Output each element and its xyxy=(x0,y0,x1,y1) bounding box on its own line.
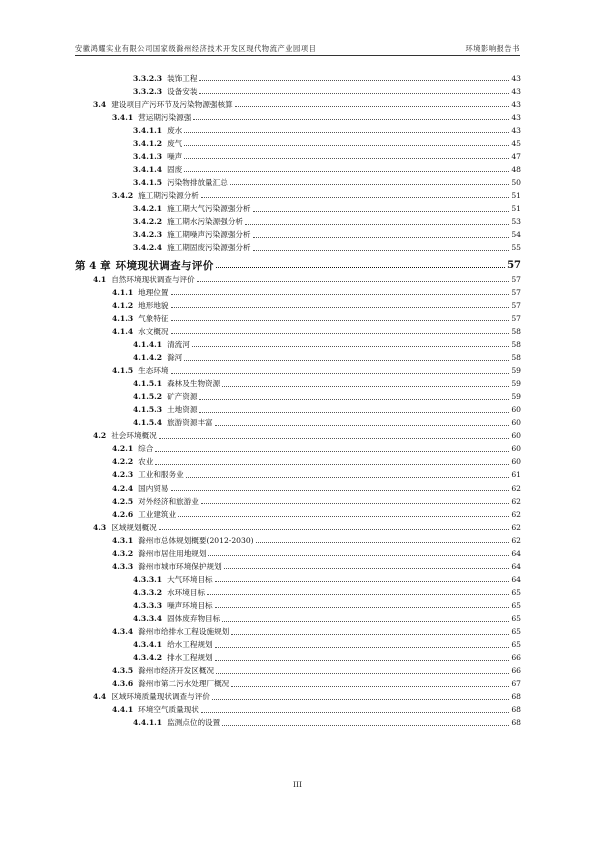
toc-section-number: 4.3.6 xyxy=(112,679,134,689)
toc-page-number: 55 xyxy=(511,243,521,253)
toc-entry[interactable] xyxy=(133,389,521,402)
toc-section-title: 施工期固废污染源强分析 xyxy=(167,243,251,253)
toc-section-number: 3.4.1.2 xyxy=(133,138,163,148)
toc-page-number: 62 xyxy=(511,509,521,519)
toc-section-number: 4.4.1 xyxy=(112,705,134,715)
toc-section-number: 4.1.5.2 xyxy=(133,392,163,402)
toc-section-title: 水文概况 xyxy=(138,326,169,336)
toc-dot-leader xyxy=(192,346,509,347)
toc-dot-leader xyxy=(222,725,509,726)
toc-dot-leader xyxy=(215,660,510,661)
toc-dot-leader xyxy=(186,477,510,478)
toc-page-number: 43 xyxy=(511,86,521,96)
toc-section-number: 4.2.4 xyxy=(112,483,134,493)
toc-section-title: 环境现状调查与评价 xyxy=(115,260,214,273)
toc-dot-leader xyxy=(199,412,509,413)
toc-entry[interactable] xyxy=(112,494,521,507)
toc-entry[interactable] xyxy=(112,441,521,454)
toc-section-number: 4.2.6 xyxy=(112,509,134,519)
toc-section-number: 4.1.5.4 xyxy=(133,418,163,428)
toc-section-title: 营运期污染源强 xyxy=(138,112,192,122)
toc-dot-leader xyxy=(216,673,509,674)
toc-page-number: 60 xyxy=(511,457,521,467)
toc-section-title: 综合 xyxy=(138,444,154,454)
toc-dot-leader xyxy=(256,542,510,543)
toc-dot-leader xyxy=(253,211,510,212)
toc-chapter-entry[interactable] xyxy=(75,255,521,271)
toc-section-number: 4.3.5 xyxy=(112,666,134,676)
toc-dot-leader xyxy=(159,438,510,439)
toc-page-number: 59 xyxy=(511,366,521,376)
toc-dot-leader xyxy=(222,621,509,622)
toc-section-title: 气象特征 xyxy=(138,313,169,323)
toc-section-number: 4.1.4 xyxy=(112,326,134,336)
toc-dot-leader xyxy=(201,712,509,713)
toc-entry[interactable] xyxy=(93,428,521,441)
toc-dot-leader xyxy=(215,607,510,608)
toc-dot-leader xyxy=(199,93,509,94)
toc-section-number: 4.1.4.2 xyxy=(133,353,163,362)
toc-section-title: 废水 xyxy=(167,125,183,135)
toc-entry[interactable] xyxy=(133,585,521,598)
toc-page-number: 68 xyxy=(511,692,521,702)
toc-section-title: 清流河 xyxy=(167,339,190,349)
toc-page-number: 64 xyxy=(511,548,521,558)
toc-page-number: 65 xyxy=(511,614,521,623)
toc-section-number: 4.3.3.3 xyxy=(133,600,163,610)
toc-dot-leader xyxy=(212,699,509,700)
toc-entry[interactable] xyxy=(112,467,521,480)
toc-entry[interactable] xyxy=(133,337,521,350)
toc-entry[interactable] xyxy=(133,637,521,650)
toc-section-title: 地理位置 xyxy=(138,287,169,297)
toc-section-title: 滁州市居住用地规划 xyxy=(138,548,207,558)
toc-page-number: 50 xyxy=(511,177,521,187)
toc-section-number: 4.4.1.1 xyxy=(133,718,163,728)
toc-dot-leader xyxy=(184,171,509,172)
toc-dot-leader xyxy=(197,281,510,282)
toc-entry[interactable] xyxy=(133,175,521,188)
toc-dot-leader xyxy=(231,686,509,687)
toc-entry[interactable] xyxy=(112,298,521,311)
toc-section-title: 建设项目产污环节及污染物源强核算 xyxy=(111,99,233,109)
toc-dot-leader xyxy=(235,106,510,107)
toc-section-title: 森林及生物资源 xyxy=(167,379,221,389)
toc-page-number: 66 xyxy=(511,653,521,663)
toc-entry[interactable] xyxy=(133,402,521,415)
toc-section-title: 施工期水污染源强分析 xyxy=(167,217,244,227)
toc-entry[interactable] xyxy=(93,272,521,285)
toc-entry[interactable] xyxy=(112,533,521,546)
toc-section-title: 大气环境目标 xyxy=(167,574,213,584)
toc-section-title: 对外经济和旅游业 xyxy=(138,496,199,506)
toc-section-title: 矿产资源 xyxy=(167,392,198,402)
toc-section-number: 3.3.2.3 xyxy=(133,86,163,96)
toc-section-number: 3.4.2 xyxy=(112,190,134,200)
toc-dot-leader xyxy=(193,119,509,120)
toc-dot-leader xyxy=(215,425,510,426)
toc-section-title: 给水工程规划 xyxy=(167,640,213,650)
toc-dot-leader xyxy=(207,594,509,595)
toc-dot-leader xyxy=(253,237,510,238)
toc-dot-leader xyxy=(208,555,509,556)
page-header xyxy=(75,40,520,54)
toc-section-number: 4.3.3 xyxy=(112,561,134,571)
toc-section-number: 4.2.3 xyxy=(112,470,134,480)
toc-section-number: 3.4.1 xyxy=(112,112,134,122)
toc-section-title: 排水工程规划 xyxy=(167,653,213,663)
toc-entry[interactable] xyxy=(133,572,521,585)
toc-page-number: 68 xyxy=(511,718,521,728)
toc-entry[interactable] xyxy=(112,559,521,572)
toc-section-number: 4.1.3 xyxy=(112,313,134,323)
toc-section-number: 4.1.5 xyxy=(112,366,134,376)
toc-section-number: 4.1.2 xyxy=(112,300,134,310)
toc-section-title: 固体废弃物目标 xyxy=(167,614,221,623)
toc-page-number: 65 xyxy=(511,587,521,597)
toc-section-title: 施工期污染源分析 xyxy=(138,190,199,200)
toc-section-number: 4.2 xyxy=(93,431,107,441)
toc-section-title: 监测点位的设置 xyxy=(167,718,221,728)
toc-entry[interactable] xyxy=(133,240,521,253)
toc-section-title: 滁州市给排水工程设施规划 xyxy=(138,627,230,637)
toc-section-title: 装饰工程 xyxy=(167,73,198,83)
toc-entry[interactable] xyxy=(133,123,521,136)
page-footer xyxy=(0,780,595,789)
toc-entry[interactable] xyxy=(133,227,521,240)
toc-entry[interactable] xyxy=(112,624,521,637)
toc-section-number: 3.4.1.5 xyxy=(133,177,163,187)
toc-dot-leader xyxy=(184,158,509,159)
toc-page-number: 64 xyxy=(511,561,521,571)
toc-section-title: 区域规划概况 xyxy=(111,522,157,532)
toc-page-number: 57 xyxy=(511,287,521,297)
toc-page-number: 57 xyxy=(511,313,521,323)
toc-entry[interactable] xyxy=(112,481,521,494)
toc-section-title: 施工期噪声污染源强分析 xyxy=(167,230,251,240)
toc-section-title: 水环境目标 xyxy=(167,587,206,597)
toc-entry[interactable] xyxy=(133,611,521,624)
toc-entry[interactable] xyxy=(133,71,521,84)
toc-entry[interactable] xyxy=(133,84,521,97)
toc-dot-leader xyxy=(171,333,510,334)
toc-section-number: 4.3.3.1 xyxy=(133,574,163,584)
toc-page-number: 43 xyxy=(511,99,521,109)
toc-page-number: 48 xyxy=(511,164,521,174)
toc-entry[interactable] xyxy=(93,689,521,702)
toc-dot-leader xyxy=(171,294,510,295)
toc-dot-leader xyxy=(215,581,510,582)
toc-dot-leader xyxy=(201,503,509,504)
toc-page-number: 43 xyxy=(511,125,521,135)
toc-section-number: 3.4.1.1 xyxy=(133,125,163,135)
toc-page-number: 64 xyxy=(511,574,521,584)
toc-section-title: 社会环境概况 xyxy=(111,431,157,441)
toc-section-title: 区域环境质量现状调查与评价 xyxy=(111,692,210,702)
toc-dot-leader xyxy=(222,386,509,387)
toc-section-number: 3.4.2.3 xyxy=(133,230,163,240)
toc-section-number: 4.2.2 xyxy=(112,457,134,467)
toc-page-number: 51 xyxy=(511,190,521,200)
toc-page-number: 67 xyxy=(511,679,521,689)
toc-section-number: 4.3 xyxy=(93,522,107,532)
toc-entry[interactable] xyxy=(112,285,521,298)
toc-section-number: 4.3.4.2 xyxy=(133,653,163,663)
toc-page-number: 61 xyxy=(511,470,521,480)
toc-section-title: 旅游资源丰富 xyxy=(167,418,213,428)
toc-page-number: 60 xyxy=(511,431,521,441)
toc-section-number: 3.4.2.2 xyxy=(133,217,163,227)
toc-dot-leader xyxy=(171,373,510,374)
toc-dot-leader xyxy=(178,516,509,517)
toc-section-title: 滁州市城市环境保护规划 xyxy=(138,561,222,571)
page-number: III xyxy=(293,780,302,789)
toc-page-number: 43 xyxy=(511,112,521,122)
toc-dot-leader xyxy=(155,451,509,452)
toc-page-number: 51 xyxy=(511,204,521,213)
toc-page-number: 68 xyxy=(511,705,521,715)
toc-entry[interactable] xyxy=(133,350,521,363)
toc-section-title: 环境空气质量现状 xyxy=(138,705,199,715)
toc-page-number: 57 xyxy=(511,274,521,284)
toc-page-number: 60 xyxy=(511,405,521,415)
toc-section-number: 4.3.4 xyxy=(112,627,134,637)
toc-section-title: 土地资源 xyxy=(167,405,198,415)
toc-page-number: 62 xyxy=(511,535,521,545)
toc-section-title: 污染物排放量汇总 xyxy=(167,177,228,187)
toc-section-number: 3.4.2.4 xyxy=(133,243,163,253)
toc-dot-leader xyxy=(155,464,509,465)
toc-section-number: 3.4.2.1 xyxy=(133,204,163,213)
toc-page-number: 47 xyxy=(511,151,521,161)
toc-entry[interactable] xyxy=(112,702,521,715)
toc-section-number: 3.4 xyxy=(93,99,107,109)
toc-entry[interactable] xyxy=(133,650,521,663)
toc-section-number: 4.3.1 xyxy=(112,535,134,545)
toc-section-number: 4.4 xyxy=(93,692,107,702)
toc-entry[interactable] xyxy=(133,201,521,214)
toc-dot-leader xyxy=(199,80,509,81)
toc-section-title: 废气 xyxy=(167,138,183,148)
toc-page-number: 65 xyxy=(511,627,521,637)
toc-section-title: 工业和服务业 xyxy=(138,470,184,480)
toc-section-number: 3.4.1.3 xyxy=(133,151,163,161)
toc-section-title: 国内贸易 xyxy=(138,483,169,493)
toc-entry[interactable] xyxy=(133,415,521,428)
toc-section-number: 3.3.2.3 xyxy=(133,73,163,83)
toc-dot-leader xyxy=(184,145,509,146)
toc-page-number: 60 xyxy=(511,418,521,428)
toc-section-number: 4.1.1 xyxy=(112,287,134,297)
toc-section-title: 生态环境 xyxy=(138,366,169,376)
toc-section-title: 地形地貌 xyxy=(138,300,169,310)
toc-page-number: 65 xyxy=(511,640,521,650)
toc-page-number: 57 xyxy=(511,300,521,310)
toc-section-title: 农业 xyxy=(138,457,154,467)
toc-entry[interactable] xyxy=(133,715,521,728)
toc-section-title: 滁州市经济开发区概况 xyxy=(138,666,215,676)
toc-dot-leader xyxy=(224,568,510,569)
toc-entry[interactable] xyxy=(112,676,521,689)
toc-page-number: 53 xyxy=(511,217,521,227)
toc-section-number: 4.2.5 xyxy=(112,496,134,506)
header-divider xyxy=(75,55,520,56)
toc-entry[interactable] xyxy=(93,97,521,110)
toc-entry[interactable] xyxy=(112,311,521,324)
toc-dot-leader xyxy=(184,132,509,133)
toc-page-number: 58 xyxy=(511,339,521,349)
toc-dot-leader xyxy=(216,267,505,268)
header-report-type: 环境影响报告书 xyxy=(465,44,520,53)
toc-dot-leader xyxy=(171,307,510,308)
toc-section-number: 3.4.1.4 xyxy=(133,164,163,174)
toc-dot-leader xyxy=(215,647,510,648)
toc-entry[interactable] xyxy=(133,598,521,611)
toc-section-title: 施工期大气污染源强分析 xyxy=(167,204,251,213)
toc-dot-leader xyxy=(231,634,509,635)
toc-section-title: 设备安装 xyxy=(167,86,198,96)
toc-entry[interactable] xyxy=(112,507,521,520)
toc-entry[interactable] xyxy=(133,214,521,227)
toc-section-number: 4.1 xyxy=(93,274,107,284)
toc-section-title: 滁河 xyxy=(167,353,183,362)
toc-dot-leader xyxy=(184,360,509,361)
toc-entry[interactable] xyxy=(112,188,521,201)
toc-entry[interactable] xyxy=(112,110,521,123)
toc-section-title: 固废 xyxy=(167,164,183,174)
toc-page-number: 43 xyxy=(511,73,521,83)
toc-page-number: 45 xyxy=(511,138,521,148)
toc-entry[interactable] xyxy=(133,376,521,389)
toc-entry[interactable] xyxy=(112,546,521,559)
toc-page-number: 54 xyxy=(511,230,521,240)
toc-section-number: 4.2.1 xyxy=(112,444,134,454)
toc-page-number: 62 xyxy=(511,483,521,493)
toc-section-number: 4.1.4.1 xyxy=(133,339,163,349)
toc-section-title: 自然环境现状调查与评价 xyxy=(111,274,195,284)
toc-entry[interactable] xyxy=(93,520,521,533)
toc-dot-leader xyxy=(201,197,509,198)
toc-entry[interactable] xyxy=(112,454,521,467)
toc-dot-leader xyxy=(230,184,510,185)
toc-entry[interactable] xyxy=(133,136,521,149)
toc-section-title: 噪声环境目标 xyxy=(167,600,213,610)
toc-dot-leader xyxy=(171,320,510,321)
toc-entry[interactable] xyxy=(133,162,521,175)
toc-section-number: 第 4 章 xyxy=(75,260,111,273)
toc-section-number: 4.3.3.4 xyxy=(133,614,163,623)
toc-section-number: 4.3.4.1 xyxy=(133,640,163,650)
toc-section-title: 噪声 xyxy=(167,151,183,161)
header-document-title: 安徽鸿耀实业有限公司国家级滁州经济技术开发区现代物流产业园项目 xyxy=(75,44,317,53)
toc-dot-leader xyxy=(199,399,509,400)
toc-entry[interactable] xyxy=(112,324,521,337)
toc-page-number: 59 xyxy=(511,392,521,402)
toc-entry[interactable] xyxy=(133,149,521,162)
toc-page-number: 58 xyxy=(511,326,521,336)
toc-page-number: 62 xyxy=(511,496,521,506)
toc-page-number: 66 xyxy=(511,666,521,676)
toc-section-number: 4.3.2 xyxy=(112,548,134,558)
toc-page-number: 57 xyxy=(507,260,521,272)
toc-section-title: 工业建筑业 xyxy=(138,509,177,519)
toc-section-title: 滁州市总体规划概要(2012-2030) xyxy=(138,535,254,545)
toc-dot-leader xyxy=(253,250,510,251)
toc-page-number: 60 xyxy=(511,444,521,454)
toc-page-number: 62 xyxy=(511,522,521,532)
toc-page-number: 58 xyxy=(511,353,521,362)
toc-section-number: 4.3.3.2 xyxy=(133,587,163,597)
toc-page-number: 59 xyxy=(511,379,521,389)
toc-entry[interactable] xyxy=(112,663,521,676)
toc-page-number: 65 xyxy=(511,600,521,610)
toc-section-title: 滁州市第二污水处理厂概况 xyxy=(138,679,230,689)
toc-section-number: 4.1.5.3 xyxy=(133,405,163,415)
toc-section-number: 4.1.5.1 xyxy=(133,379,163,389)
toc-dot-leader xyxy=(245,224,509,225)
toc-dot-leader xyxy=(159,529,510,530)
toc-dot-leader xyxy=(171,490,510,491)
toc-entry[interactable] xyxy=(112,363,521,376)
